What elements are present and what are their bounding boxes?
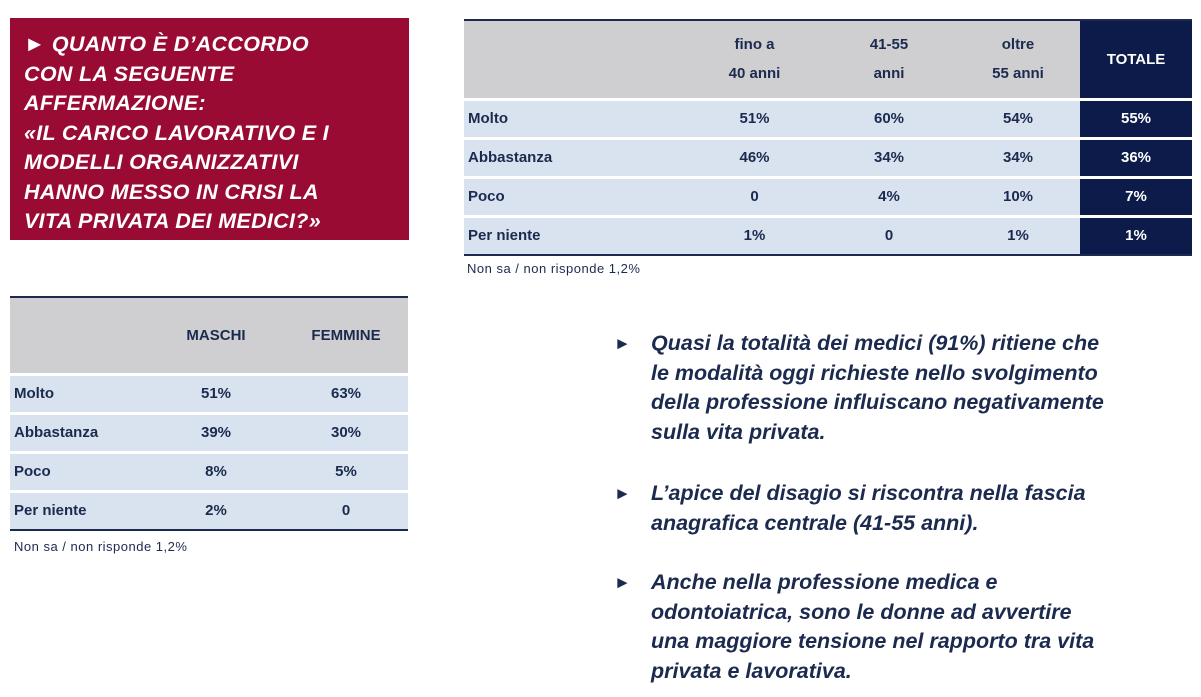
cell-value: 1% [956, 216, 1080, 255]
age-table [464, 19, 1192, 256]
cell-value: 34% [822, 138, 956, 177]
arrow-right-icon: ► [614, 573, 631, 592]
question-line: MODELLI ORGANIZZATIVI [24, 150, 299, 174]
row-label: Poco [464, 177, 687, 216]
header-female: FEMMINE [284, 297, 408, 374]
table-row [464, 216, 1192, 255]
gender-table [10, 296, 408, 531]
age-table-note: Non sa / non risponde 1,2% [467, 261, 641, 276]
row-label: Molto [464, 99, 687, 138]
bullet-text: L’apice del disagio si riscontra nella fascia anagrafica centrale (41-55 anni). [651, 481, 1086, 535]
cell-value: 0 [822, 216, 956, 255]
cell-value: 60% [822, 99, 956, 138]
question-line: VITA PRIVATA DEI MEDICI?» [24, 209, 321, 233]
cell-total: 36% [1080, 138, 1192, 177]
table-row [10, 374, 408, 413]
header-age-41-55: 41-55 anni [822, 20, 956, 99]
row-label: Per niente [10, 491, 148, 530]
cell-total: 1% [1080, 216, 1192, 255]
cell-value: 8% [148, 452, 284, 491]
cell-value: 46% [687, 138, 822, 177]
header-empty-cell [10, 297, 148, 374]
cell-value: 0 [284, 491, 408, 530]
bullet-text: Quasi la totalità dei medici (91%) ritiene che le modalità oggi richieste nello svolgimento della professione influiscano negativamente sulla vita privata. [651, 331, 1104, 444]
row-label: Abbastanza [10, 413, 148, 452]
question-line: HANNO MESSO IN CRISI LA [24, 179, 319, 204]
cell-value: 2% [148, 491, 284, 530]
question-line: ► QUANTO È D’ACCORDO [24, 32, 309, 56]
cell-value: 0 [687, 177, 822, 216]
table-row [10, 452, 408, 491]
cell-value: 5% [284, 452, 408, 491]
table-header-row [464, 20, 1192, 99]
arrow-right-icon: ► [614, 334, 631, 353]
header-total: TOTALE [1080, 20, 1192, 99]
header-age-under-40: fino a 40 anni [687, 20, 822, 99]
arrow-right-icon: ► [614, 484, 631, 503]
question-line: CON LA SEGUENTE [24, 61, 235, 86]
table-row [464, 138, 1192, 177]
cell-value: 34% [956, 138, 1080, 177]
cell-value: 51% [148, 374, 284, 413]
cell-value: 10% [956, 177, 1080, 216]
cell-total: 55% [1080, 99, 1192, 138]
gender-table-note: Non sa / non risponde 1,2% [14, 539, 188, 554]
header-male: MASCHI [148, 297, 284, 374]
cell-value: 4% [822, 177, 956, 216]
table-row [10, 491, 408, 530]
question-line: «IL CARICO LAVORATIVO E I [24, 120, 329, 145]
bullet-text: Anche nella professione medica e odontoiatrica, sono le donne ad avvertire una maggiore tensione nel rapporto tra vita privata e lavorativa. [651, 570, 1095, 683]
cell-value: 30% [284, 413, 408, 452]
row-label: Molto [10, 374, 148, 413]
table-row [464, 99, 1192, 138]
cell-value: 63% [284, 374, 408, 413]
table-row [10, 413, 408, 452]
header-age-over-55: oltre 55 anni [956, 20, 1080, 99]
cell-value: 1% [687, 216, 822, 255]
cell-value: 51% [687, 99, 822, 138]
row-label: Abbastanza [464, 138, 687, 177]
cell-value: 39% [148, 413, 284, 452]
question-box [10, 18, 409, 240]
question-line: AFFERMAZIONE: [24, 91, 206, 115]
row-label: Per niente [464, 216, 687, 255]
cell-value: 54% [956, 99, 1080, 138]
header-empty-cell [464, 20, 687, 99]
cell-total: 7% [1080, 177, 1192, 216]
table-row [464, 177, 1192, 216]
table-header-row [10, 297, 408, 374]
row-label: Poco [10, 452, 148, 491]
